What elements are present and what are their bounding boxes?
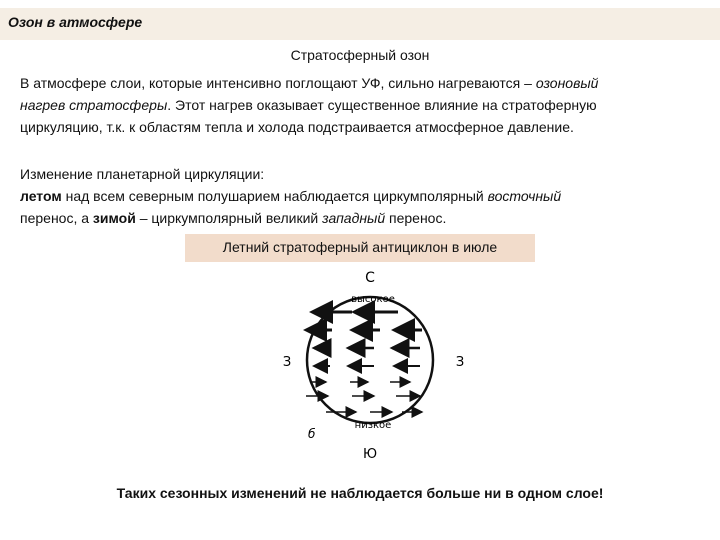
italic-term: восточный <box>487 188 562 204</box>
paragraph-circulation <box>20 163 700 229</box>
wind-arrows <box>306 312 422 412</box>
paragraph-line <box>20 94 700 116</box>
text: перенос, а <box>20 210 93 226</box>
paragraph-ozone-heating <box>20 72 700 138</box>
low-pressure-label: низкое <box>354 420 392 431</box>
high-pressure-label: высокое <box>351 294 395 305</box>
hemisphere-circle <box>307 297 433 423</box>
paragraph-line: Изменение планетарной циркуляции: <box>20 166 265 182</box>
bold-term: зимой <box>92 210 136 226</box>
south-label: Ю <box>362 447 378 462</box>
circulation-diagram <box>270 262 470 462</box>
italic-term: нагрев стратосферы <box>20 97 168 113</box>
text: – циркумполярный великий <box>135 210 323 226</box>
paragraph-line <box>20 72 700 94</box>
footer-note: Таких сезонных изменений не наблюдается больше ни в одном слое! <box>116 485 604 501</box>
text: В атмосфере слои, которые интенсивно поглощают УФ, сильно нагреваются – <box>20 75 536 91</box>
italic-term: западный <box>322 210 386 226</box>
text: над всем северным полушарием наблюдается циркумполярный <box>61 188 488 204</box>
west-label: З <box>282 355 292 370</box>
north-label: С <box>365 270 375 286</box>
page-title: Озон в атмосфере <box>8 14 143 30</box>
text: перенос. <box>385 210 447 226</box>
section-subtitle: Стратосферный озон <box>290 47 430 63</box>
paragraph-line <box>20 185 700 207</box>
bold-term: летом <box>20 188 62 204</box>
east-label: З <box>455 355 465 370</box>
figure-letter: б <box>308 427 316 441</box>
paragraph-line: циркуляцию, т.к. к областям тепла и холода подстраивается атмосферное давление. <box>20 119 574 135</box>
paragraph-line <box>20 207 700 229</box>
figure-caption: Летний стратоферный антициклон в июле <box>185 234 535 262</box>
italic-term: озоновый <box>535 75 599 91</box>
text: . Этот нагрев оказывает существенное влияние на стратоферную <box>167 97 597 113</box>
